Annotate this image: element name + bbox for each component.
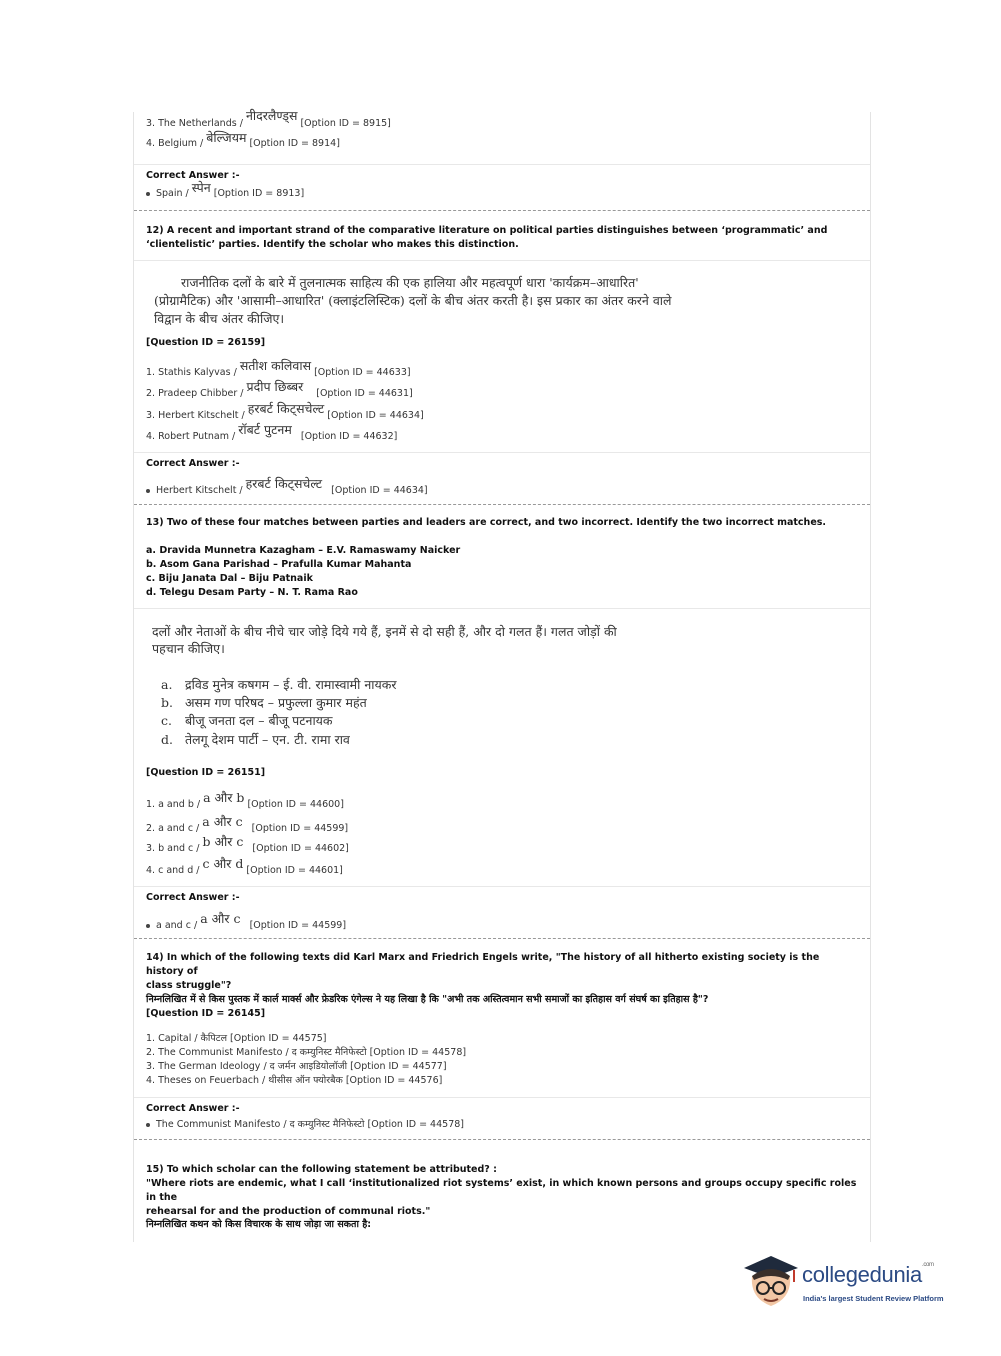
option-en: 4. Robert Putnam / (146, 431, 236, 442)
q14-option-3: 3. The German Ideology / द जर्मन आइडियोलॉजी [Option ID = 44577] (146, 1061, 447, 1072)
answer-text: The Communist Manifesto / द कम्युनिस्ट मैनिफेस्टो [Option ID = 44578] (156, 1119, 464, 1130)
mascot-icon (742, 1254, 800, 1312)
option-hi: प्रदीप छिब्बर (246, 379, 304, 394)
option-en: 1. Stathis Kalyvas / (146, 367, 237, 378)
option-hi: रॉबर्ट पुटनम (238, 422, 292, 437)
option-id: [Option ID = 44634] (327, 410, 424, 421)
text-line: rehearsal for and the production of communal riots." (146, 1206, 431, 1217)
q14-option-2: 2. The Communist Manifesto / द कम्युनिस्ट मैनिफेस्टो [Option ID = 44578] (146, 1047, 467, 1058)
text-line: 14) In which of the following texts did Karl Marx and Friedrich Engels write, "The history of all hitherto existing society is the history of (146, 952, 820, 977)
text-line: ‘clientelistic’ parties. Identify the scholar who makes this distinction. (146, 239, 519, 250)
q11-option-4 (146, 130, 340, 150)
q14-correct-answer (146, 1119, 464, 1131)
q13-question-hi-1: दलों और नेताओं के बीच नीचे चार जोड़े दिये गये हैं, इनमें से दो सही हैं, और दो गलत हैं। गलत जोड़ों की (152, 624, 617, 639)
q13-option-1 (146, 790, 344, 811)
option-en: 4. c and d / (146, 865, 200, 876)
bullet-icon (146, 489, 150, 493)
q11-correct-answer (146, 180, 305, 200)
q13-option-2 (146, 814, 349, 835)
option-id: [Option ID = 44634] (331, 485, 428, 496)
q12-question-hi-1: राजनीतिक दलों के बारे में तुलनात्मक साहित्य की एक हालिया और महत्वपूर्ण धारा 'कार्यक्रम–आधारित' (181, 275, 639, 290)
option-id: [Option ID = 44632] (300, 431, 398, 442)
brand-tagline: India's largest Student Review Platform (803, 1294, 944, 1303)
item-text: बीजू जनता दल – बीजू पटनायक (185, 713, 333, 728)
option-en: 1. a and b / (146, 799, 201, 810)
q11-correct-label: Correct Answer :- (146, 170, 240, 181)
option-id: [Option ID = 44631] (316, 388, 413, 399)
bullet-icon (146, 192, 150, 196)
item-key: c. (161, 713, 172, 728)
option-en: 2. Pradeep Chibber / (146, 388, 244, 399)
q13-question-hi-2: पहचान कीजिए। (152, 641, 225, 656)
collegedunia-logo[interactable] (742, 1254, 972, 1314)
bullet-icon (146, 924, 150, 928)
q12-question-hi-3: विद्वान के बीच अंतर कीजिए। (154, 311, 285, 326)
item-key: b. (161, 695, 173, 710)
q12-correct-answer (146, 476, 428, 497)
q13-correct-label: Correct Answer :- (146, 892, 240, 903)
q15-question-en (146, 1163, 858, 1219)
text-line: class struggle"? (146, 980, 232, 991)
q12-option-1 (146, 358, 411, 379)
brand-name (802, 1262, 934, 1288)
q12-question-id: [Question ID = 26159] (146, 337, 266, 348)
option-id: [Option ID = 44600] (247, 799, 344, 810)
option-hi: नीदरलैण्ड्स (245, 108, 298, 123)
q13-item-hi-a (161, 676, 396, 694)
q13-option-3 (146, 834, 349, 855)
text-line: 15) To which scholar can the following statement be attributed? : (146, 1164, 497, 1175)
option-en: Herbert Kitschelt / (156, 485, 243, 496)
bullet-icon (146, 1123, 150, 1127)
brand-suffix: .com (921, 1262, 934, 1268)
q14-option-4: 4. Theses on Feuerbach / थीसीस ऑन फ्योरबैक [Option ID = 44576] (146, 1075, 443, 1086)
q14-correct-label: Correct Answer :- (146, 1103, 240, 1114)
option-id: [Option ID = 8915] (300, 118, 391, 129)
option-en: Spain / (156, 188, 189, 199)
q13-item-hi-c (161, 712, 333, 730)
text-line: a. Dravida Munnetra Kazagham – E.V. Ramaswamy Naicker (146, 545, 461, 556)
exam-page (133, 108, 871, 1242)
option-hi: हरबर्ट किट्सचेल्ट (247, 401, 325, 416)
option-en: 3. The Netherlands / (146, 118, 243, 129)
q15-question-hi: निम्नलिखित कथन को किस विचारक के साथ जोड़ा जा सकता है: (146, 1219, 372, 1230)
text-line: c. Biju Janata Dal – Biju Patnaik (146, 573, 313, 584)
option-hi: a और b (203, 790, 245, 805)
option-id: [Option ID = 44602] (252, 843, 349, 854)
q13-correct-answer (146, 911, 347, 932)
q14-option-1: 1. Capital / कैपिटल [Option ID = 44575] (146, 1033, 327, 1044)
option-en: 2. a and c / (146, 823, 200, 834)
option-id: [Option ID = 44633] (314, 367, 411, 378)
text-line: "Where riots are endemic, what I call ‘institutionalized riot systems’ exist, in which known persons and groups occupy specific roles in the (146, 1178, 857, 1203)
q12-correct-label: Correct Answer :- (146, 458, 240, 469)
brand-text: collegedunia (802, 1262, 922, 1287)
item-text: असम गण परिषद – प्रफुल्ला कुमार महंत (185, 695, 367, 710)
option-en: 4. Belgium / (146, 138, 204, 149)
option-hi: a और c (202, 814, 243, 829)
q14-question-id: [Question ID = 26145] (146, 1008, 266, 1019)
option-hi: c और d (202, 856, 244, 871)
option-hi: बेल्जियम (206, 130, 247, 145)
q13-option-4 (146, 856, 343, 877)
item-key: a. (161, 677, 173, 692)
option-id: [Option ID = 44599] (249, 920, 347, 931)
item-text: तेलगू देशम पार्टी – एन. टी. रामा राव (185, 732, 350, 747)
q14-options (146, 1032, 466, 1088)
text-line: d. Telegu Desam Party – N. T. Rama Rao (146, 587, 358, 598)
q13-item-hi-d (161, 731, 350, 749)
text-line: b. Asom Gana Parishad – Prafulla Kumar Mahanta (146, 559, 412, 570)
q14-question-en (146, 951, 858, 993)
option-hi: हरबर्ट किट्सचेल्ट (245, 476, 323, 491)
option-hi: सतीश कलिवास (239, 358, 312, 373)
option-id: [Option ID = 44599] (251, 823, 349, 834)
q12-question-hi-2: (प्रोग्रामैटिक) और 'आसामी–आधारित' (क्लाइंटलिस्टिक) दलों के बीच अंतर करती है। इस प्रकार का अंतर करने वाले (154, 293, 672, 308)
option-hi: b और c (202, 834, 244, 849)
q13-item-hi-b (161, 694, 367, 712)
text-line: 12) A recent and important strand of the comparative literature on political parties distinguishes between ‘programmatic’ and (146, 225, 828, 236)
option-en: 3. b and c / (146, 843, 200, 854)
option-hi: स्पेन (191, 180, 211, 195)
option-en: a and c / (156, 920, 198, 931)
option-hi: a और c (200, 911, 241, 926)
option-en: 3. Herbert Kitschelt / (146, 410, 245, 421)
item-key: d. (161, 732, 173, 747)
q13-question-id: [Question ID = 26151] (146, 767, 266, 778)
option-id: [Option ID = 44601] (246, 865, 343, 876)
option-id: [Option ID = 8913] (213, 188, 305, 199)
q12-option-3 (146, 401, 424, 422)
q12-option-4 (146, 422, 398, 443)
q13-items-en (146, 544, 460, 600)
option-id: [Option ID = 8914] (249, 138, 340, 149)
q14-question-hi: निम्नलिखित में से किस पुस्तक में कार्ल मार्क्स और फ्रेडरिक एंगेल्स ने यह लिखा है कि "अभी तक अस्तित्वमान सभी समाजों का इतिहास वर्ग संघर्ष का इतिहास है"? (146, 994, 709, 1005)
q13-question-en: 13) Two of these four matches between parties and leaders are correct, and two incorrect. Identify the two incorrect matches. (146, 517, 827, 528)
item-text: द्रविड मुनेत्र कषगम – ई. वी. रामास्वामी नायकर (185, 677, 397, 692)
q12-option-2 (146, 379, 413, 400)
q11-option-3 (146, 108, 391, 130)
q12-question-en (146, 224, 827, 252)
